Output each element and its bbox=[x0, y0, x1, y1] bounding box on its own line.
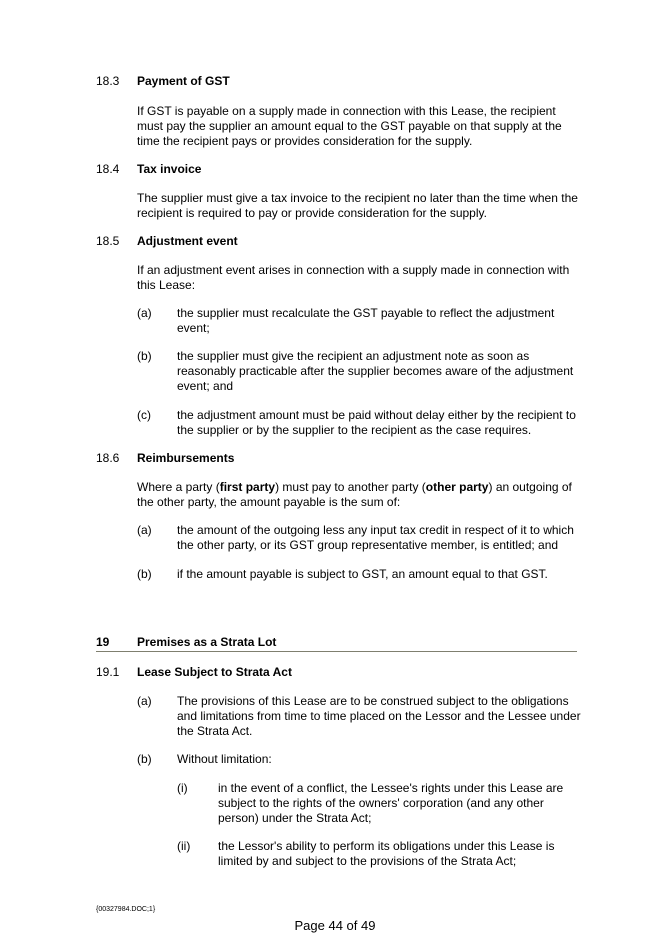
clause-body bbox=[137, 480, 582, 510]
clause-heading: Reimbursements bbox=[137, 451, 235, 465]
list-item: the amount of the outgoing less any input tax credit in respect of it to which the other party, or its GST group representative member, is entitled; and bbox=[177, 523, 574, 552]
list-item-label: (a) bbox=[137, 306, 152, 320]
list-item-label: (c) bbox=[137, 408, 151, 422]
document-reference: {00327984.DOC;1} bbox=[96, 906, 156, 913]
list-item-label: (a) bbox=[137, 523, 152, 537]
list-item: The provisions of this Lease are to be construed subject to the obligations and limitations from time to time placed on the Lessor and the Lessee under the Strata Act. bbox=[177, 694, 581, 738]
sub-item-label: (ii) bbox=[177, 839, 191, 853]
list-item: the supplier must give the recipient an adjustment note as soon as reasonably practicable after the supplier becomes aware of the adjustment event; and bbox=[177, 349, 574, 393]
clause-number: 18.6 bbox=[96, 451, 120, 465]
clause-body: If an adjustment event arises in connection with a supply made in connection with this Lease: bbox=[137, 263, 570, 292]
clause-heading: Payment of GST bbox=[137, 74, 230, 88]
section-heading: Premises as a Strata Lot bbox=[137, 635, 277, 649]
list-item: Without limitation: bbox=[177, 752, 272, 766]
defined-term: other party bbox=[425, 480, 489, 494]
clause-body: The supplier must give a tax invoice to the recipient no later than the time when the recipient is required to pay or provide consideration for the supply. bbox=[137, 191, 578, 220]
clause-heading: Lease Subject to Strata Act bbox=[137, 665, 292, 679]
clause-body: If GST is payable on a supply made in connection with this Lease, the recipient must pay the supplier an amount equal to the GST payable on that supply at the time the recipient pays or provides consideration for the supply. bbox=[137, 104, 562, 148]
clause-body-text: Where a party ( bbox=[137, 480, 220, 494]
list-item: the supplier must recalculate the GST payable to reflect the adjustment event; bbox=[177, 306, 555, 335]
section-divider bbox=[96, 651, 577, 652]
clause-number: 19.1 bbox=[96, 665, 120, 679]
clause-body-text: ) an outgoing of the other party, the amount payable is the sum of: bbox=[137, 480, 572, 509]
clause-heading: Tax invoice bbox=[137, 162, 202, 176]
sub-item: in the event of a conflict, the Lessee's rights under this Lease are subject to the rights of the owners' corporation (and any other person) under the Strata Act; bbox=[218, 781, 564, 825]
page-number: Page 44 of 49 bbox=[294, 918, 376, 933]
clause-body-text: ) must pay to another party ( bbox=[275, 480, 426, 494]
list-item: if the amount payable is subject to GST, an amount equal to that GST. bbox=[177, 567, 548, 581]
clause-heading: Adjustment event bbox=[137, 234, 238, 248]
defined-term: first party bbox=[219, 480, 276, 494]
sub-item-label: (i) bbox=[177, 781, 188, 795]
list-item-label: (a) bbox=[137, 694, 152, 708]
clause-number: 18.3 bbox=[96, 74, 120, 88]
list-item: the adjustment amount must be paid without delay either by the recipient to the supplier or by the supplier to the recipient as the case requires. bbox=[177, 408, 576, 437]
clause-number: 18.4 bbox=[96, 162, 120, 176]
list-item-label: (b) bbox=[137, 752, 152, 766]
list-item-label: (b) bbox=[137, 349, 152, 363]
sub-item: the Lessor's ability to perform its obligations under this Lease is limited by and subject to the provisions of the Strata Act; bbox=[218, 839, 555, 868]
clause-number: 18.5 bbox=[96, 234, 120, 248]
section-number: 19 bbox=[96, 635, 110, 649]
list-item-label: (b) bbox=[137, 567, 152, 581]
